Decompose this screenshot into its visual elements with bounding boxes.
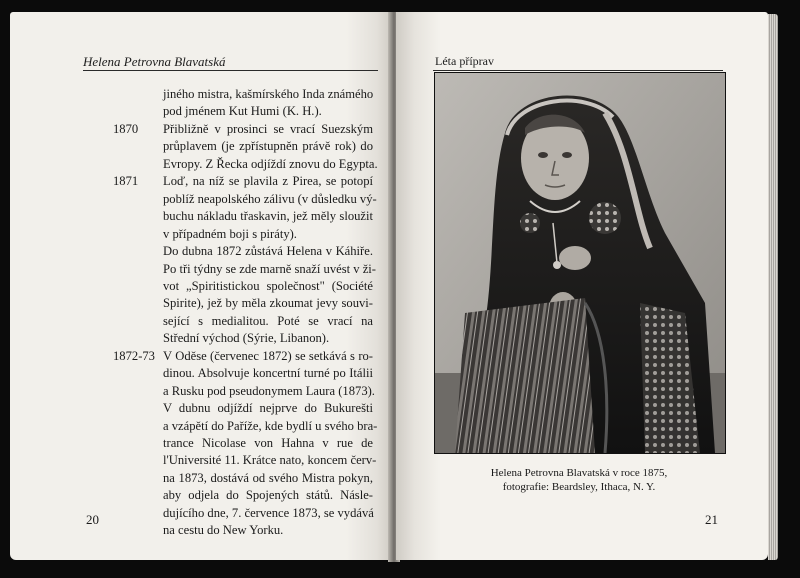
line-text: Do dubna 1872 zůstává Helena v Káhiře. — [163, 244, 373, 259]
line-text: a vzápětí do Paříže, kde bydlí u svého bra- — [163, 418, 378, 433]
line-text: Evropy. Z Řecka odjíždí znovu do Egypta. — [163, 156, 378, 171]
line-text: na 1873, dostává od svého Mistra pokyn, — [163, 470, 373, 485]
open-book — [10, 12, 782, 564]
photo-caption-line-2: fotografie: Beardsley, Ithaca, N. Y. — [502, 481, 656, 493]
line-text: dinou. Absolvuje koncertní turné po Itálii — [163, 366, 373, 381]
year-label: 1871 — [113, 174, 139, 189]
line-text: Po tři týdny se zde marně snaží uvést v ži- — [163, 261, 376, 276]
line-text: poblíž neapolského zálivu (v důsledku vý- — [163, 191, 377, 206]
year-label: 1870 — [113, 121, 139, 136]
running-head-right: Léta příprav — [435, 54, 494, 68]
header-rule-right — [433, 70, 723, 71]
page-edges — [768, 14, 778, 560]
line-text: l'Université 11. Krátce nato, koncem červ- — [163, 453, 377, 468]
line-text: V Oděse (červenec 1872) se setkává s ro- — [163, 348, 373, 363]
year-label: 1872-73 — [113, 348, 155, 363]
portrait-photo — [434, 72, 726, 454]
left-page — [10, 12, 392, 560]
page-number-left: 20 — [86, 512, 99, 527]
line-text: jiného mistra, kašmírského Inda známého — [163, 87, 374, 101]
portrait-photo-image — [435, 73, 725, 453]
running-head-left: Helena Petrovna Blavatská — [83, 54, 226, 69]
line-text: Střední východ (Sýrie, Libanon). — [163, 331, 330, 346]
line-text: Přibližně v prosinci se vrací Suezským — [163, 121, 373, 136]
line-text: vot „Spiritistickou společnost" (Société — [163, 278, 373, 293]
line-text: buchu nákladu třaskavin, jež měly sloužit — [163, 209, 373, 224]
line-text: Spirite), jež by měla zkoumat jevy souvi- — [163, 296, 373, 311]
line-text: trance Nicolase von Hahna v rue de — [163, 436, 373, 450]
line-text: V dubnu odjíždí nejprve do Bukurešti — [163, 401, 373, 416]
page-number-right: 21 — [705, 512, 718, 527]
right-page — [396, 12, 768, 560]
photo-caption-line-1: Helena Petrovna Blavatská v roce 1875, — [490, 467, 668, 479]
line-text: průplavem (je zpřístupněn právě rok) do — [163, 139, 373, 154]
line-text: pod jménem Kut Humi (K. H.). — [163, 104, 322, 119]
header-rule-left — [83, 70, 378, 71]
line-text: sející s medialitou. Poté se vrací na — [163, 313, 373, 328]
line-text: aby odjela do Spojených států. Násle- — [163, 488, 373, 503]
line-text: a Rusku pod pseudonymem Laura (1873). — [163, 383, 375, 398]
line-text: na cestu do New Yorku. — [163, 523, 284, 538]
line-text: Loď, na níž se plavila z Pirea, se potopí — [163, 174, 373, 189]
line-text: v případném boji s piráty). — [163, 226, 297, 241]
line-text: dujícího dne, 7. července 1873, se vydává — [163, 505, 374, 520]
